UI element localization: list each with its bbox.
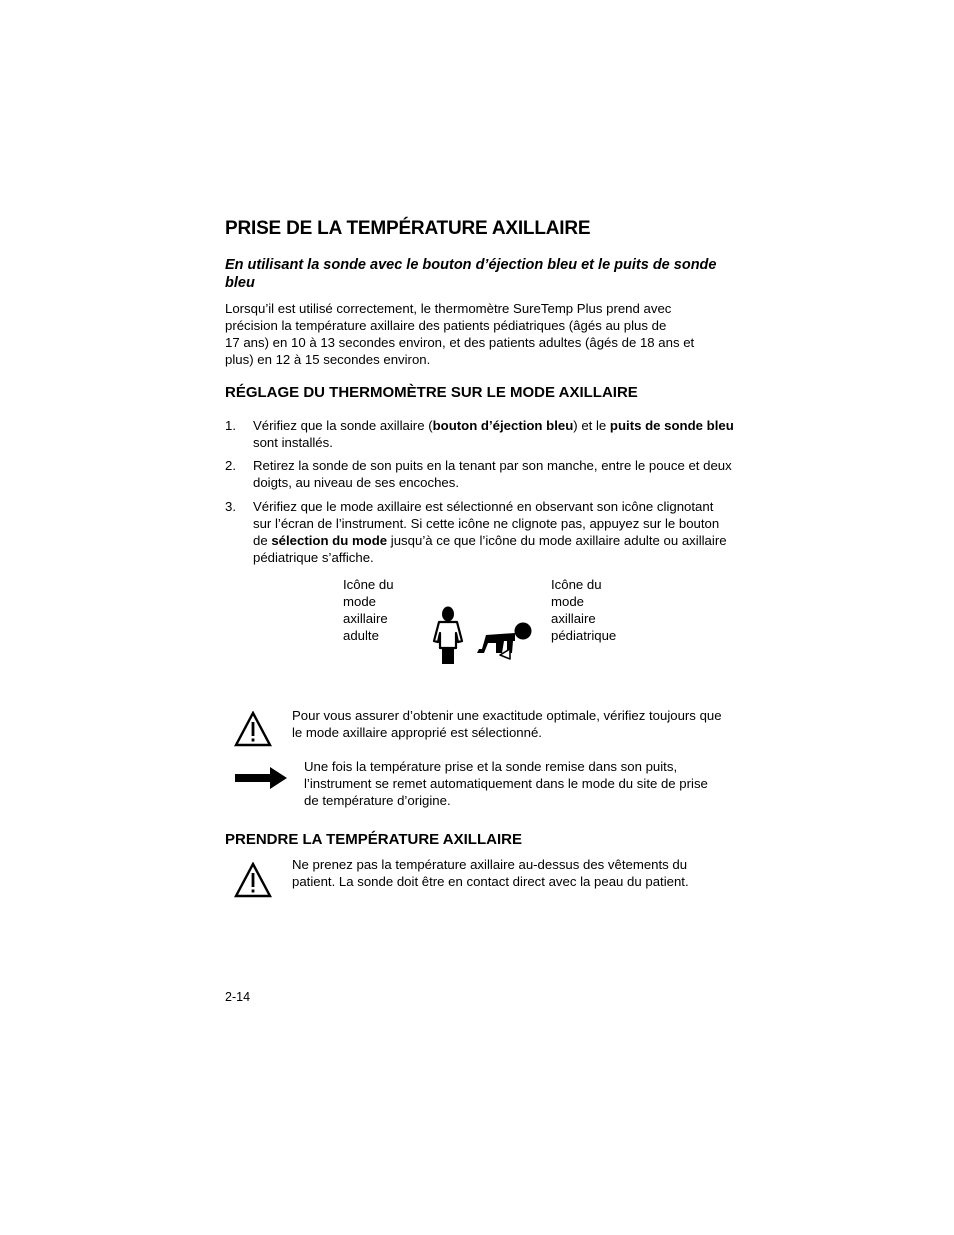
subtitle: En utilisant la sonde avec le bouton d’éjection bleu et le puits de sonde bleu	[225, 257, 717, 291]
intro-line: 17 ans) en 10 à 13 secondes environ, et des patients adultes (âgés de 18 ans et	[225, 335, 695, 350]
step-1	[225, 417, 735, 451]
intro-line: précision la température axillaire des patients pédiatriques (âgés au plus de	[225, 318, 667, 333]
pediatric-crawling-icon	[474, 619, 534, 661]
note-text: Une fois la température prise et la sonde remise dans son puits, l’instrument se remet automatiquement dans le mode du site de prise de température d’origine.	[304, 759, 708, 808]
step-number: 3.	[225, 499, 236, 514]
intro-line: Lorsqu’il est utilisé correctement, le thermomètre SureTemp Plus prend avec	[225, 301, 672, 316]
warning-text: Ne prenez pas la température axillaire au-dessus des vêtements du patient. La sonde doit être en contact direct avec la peau du patient.	[292, 857, 689, 889]
intro-line: plus) en 12 à 15 secondes environ.	[225, 352, 431, 367]
step-text: Vérifiez que la sonde axillaire (bouton d’éjection bleu) et le puits de sonde bleu sont installés.	[253, 418, 734, 450]
step-number: 1.	[225, 418, 236, 433]
adult-figure-icon	[430, 605, 466, 667]
adult-icon-label: Icône du mode axillaire adulte	[343, 577, 394, 643]
pediatric-icon-label: Icône du mode axillaire pédiatrique	[551, 577, 617, 643]
warning-triangle-icon	[234, 862, 272, 898]
warning-triangle-icon	[234, 711, 272, 747]
section-heading-taking: PRENDRE LA TEMPÉRATURE AXILLAIRE	[225, 831, 522, 848]
section-heading-setup: RÉGLAGE DU THERMOMÈTRE SUR LE MODE AXILLAIRE	[225, 384, 638, 401]
page-title: PRISE DE LA TEMPÉRATURE AXILLAIRE	[225, 218, 591, 239]
step-text: Retirez la sonde de son puits en la tenant par son manche, entre le pouce et deux doigts, au niveau de ses encoches.	[253, 458, 732, 490]
step-3	[225, 498, 735, 566]
page-number: 2-14	[225, 990, 251, 1004]
step-text: Vérifiez que le mode axillaire est sélectionné en observant son icône clignotant sur l’écran de l’instrument. Si cette icône ne clignote pas, appuyez sur le bouton de sélection du mode jusqu’à ce que l’icône du mode axillaire adulte ou axillaire pédiatrique s’affiche.	[253, 499, 727, 565]
intro-paragraph	[225, 300, 745, 368]
arrow-right-icon	[234, 765, 288, 791]
step-number: 2.	[225, 458, 236, 473]
warning-text: Pour vous assurer d’obtenir une exactitude optimale, vérifiez toujours que le mode axillaire approprié est sélectionné.	[292, 708, 722, 740]
step-2	[225, 457, 735, 491]
